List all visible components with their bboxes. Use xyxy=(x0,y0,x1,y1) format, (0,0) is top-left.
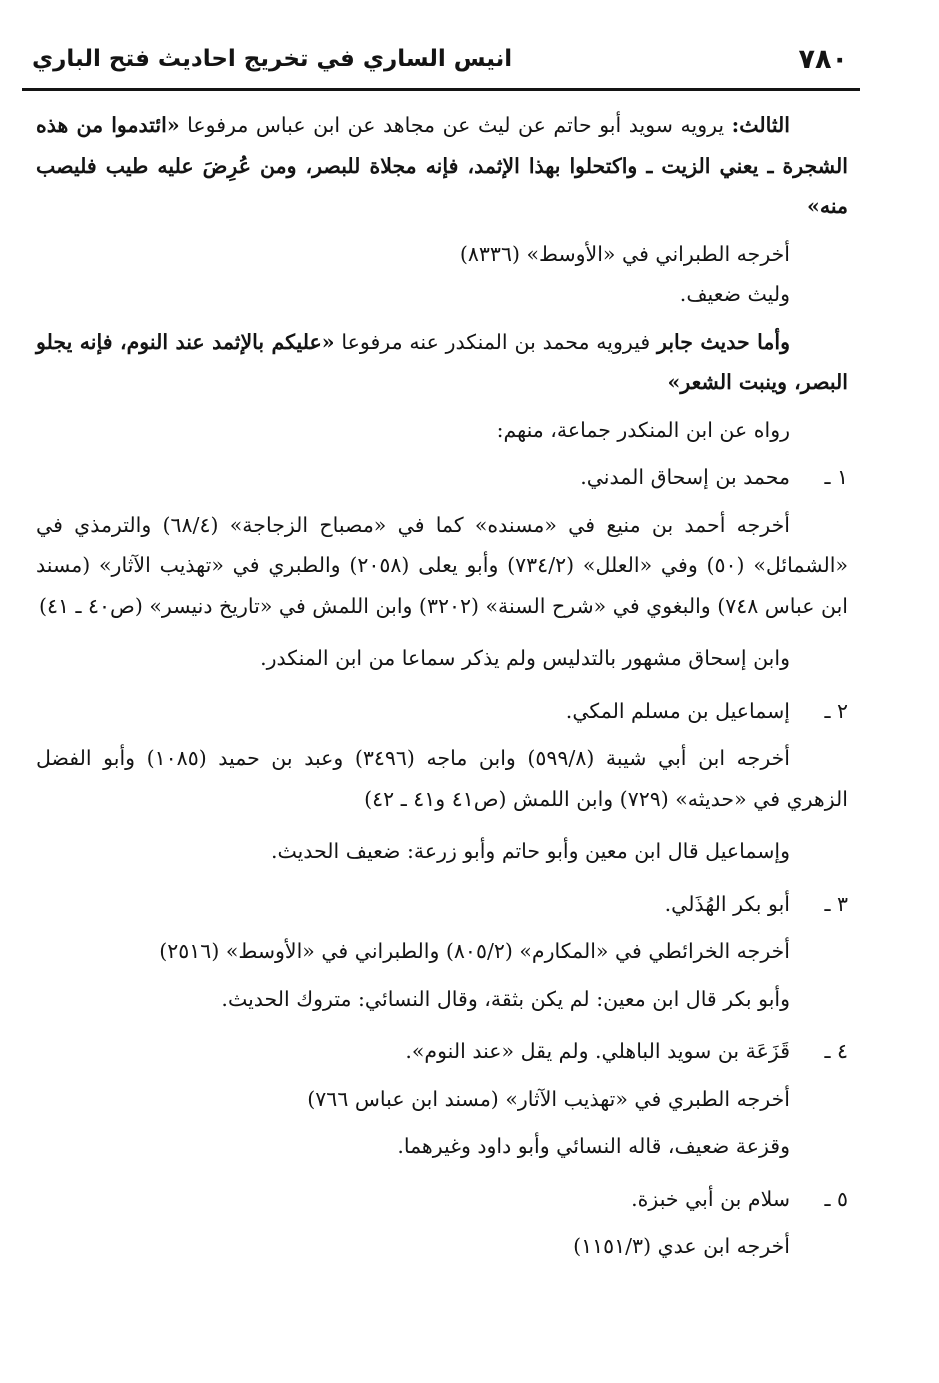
narrator-name: قَزَعَة بن سويد الباهلي. ولم يقل «عند النوم». xyxy=(405,1039,790,1063)
page-number: ٧٨٠ xyxy=(798,44,848,75)
narrator-name: سلام بن أبي خبزة. xyxy=(631,1186,790,1211)
grading-line: وإسماعيل قال ابن معين وأبو حاتم وأبو زرعة: ضعيف الحديث. xyxy=(270,839,790,863)
list-item xyxy=(36,884,848,925)
section-label: وأما حديث جابر xyxy=(657,329,790,354)
page-body xyxy=(36,105,848,1267)
section-label: الثالث: xyxy=(731,113,790,137)
running-header xyxy=(22,30,860,91)
grading-line: وليث ضعيف. xyxy=(679,282,790,306)
grading-line: وأبو بكر قال ابن معين: لم يكن بثقة، وقال النسائي: متروك الحديث. xyxy=(221,986,790,1011)
takhrij-paragraph: أخرجه الطبري في «تهذيب الآثار» (مسند ابن عباس ٧٦٦) xyxy=(307,1086,790,1111)
item-number: ٣ ـ xyxy=(824,891,848,916)
item-number: ١ ـ xyxy=(824,465,848,489)
narrator-name: محمد بن إسحاق المدني. xyxy=(580,465,790,489)
grading-line: وقزعة ضعيف، قاله النسائي وأبو داود وغيرهما. xyxy=(397,1134,790,1158)
takhrij-paragraph: أخرجه الخرائطي في «المكارم» (٨٠٥/٢) والطبراني في «الأوسط» (٢٥١٦) xyxy=(159,939,790,963)
paragraph-jabir-hadith: وأما حديث جابر فيرويه محمد بن المنكدر عنه مرفوعا «عليكم بالإثمد عند النوم، فإنه يجلو البصر، وينبت الشعر» xyxy=(36,329,848,394)
narrators-intro: رواه عن ابن المنكدر جماعة، منهم: xyxy=(496,417,790,442)
item-number: ٢ ـ xyxy=(824,698,848,723)
list-item xyxy=(36,1179,848,1220)
takhrij-paragraph: أخرجه أحمد بن منيع في «مسنده» كما في «مصباح الزجاجة» (٦٨/٤) والترمذي في «الشمائل» (٥٠) وفي «العلل» (٧٣٤/٢) وأبو يعلى (٢٠٥٨) والطبري في «تهذيب الآثار» (مسند ابن عباس ٧٤٨) والبغوي في «شرح السنة» (٣٢٠٢) وابن اللمش في «تاريخ دنيسر» (ص٤٠ ـ ٤١) xyxy=(36,512,848,618)
list-item xyxy=(36,1031,848,1072)
book-title: انيس الساري في تخريج احاديث فتح الباري xyxy=(32,46,513,72)
narrator-name: أبو بكر الهُذَلي. xyxy=(664,891,790,916)
grading-line: وابن إسحاق مشهور بالتدليس ولم يذكر سماعا من ابن المنكدر. xyxy=(260,646,790,670)
takhrij-paragraph: أخرجه ابن عدي (١١٥١/٣) xyxy=(573,1234,790,1258)
hadith-text: «عليكم بالإثمد عند النوم، فإنه يجلو البصر، وينبت الشعر» xyxy=(36,329,848,394)
list-item xyxy=(36,457,848,498)
narrator-name: إسماعيل بن مسلم المكي. xyxy=(565,698,790,723)
hadith-text: «ائتدموا من هذه الشجرة ـ يعني الزيت ـ واكتحلوا بهذا الإثمد، فإنه مجلاة للبصر، ومن عُرِضَ عليه طيب فليصب منه» xyxy=(36,113,848,218)
takhrij-line: أخرجه الطبراني في «الأوسط» (٨٣٣٦) xyxy=(459,241,790,266)
item-number: ٥ ـ xyxy=(824,1186,848,1211)
takhrij-paragraph: أخرجه ابن أبي شيبة (٥٩٩/٨) وابن ماجه (٣٤٩٦) وعبد بن حميد (١٠٨٥) وأبو الفضل الزهري في «حديثه» (٧٢٩) وابن اللمش (ص٤١ و٤١ ـ ٤٢) xyxy=(36,746,848,811)
item-number: ٤ ـ xyxy=(824,1039,848,1063)
list-item xyxy=(36,691,848,732)
paragraph-third-narration: الثالث: يرويه سويد أبو حاتم عن ليث عن مجاهد عن ابن عباس مرفوعا «ائتدموا من هذه الشجرة ـ يعني الزيت ـ واكتحلوا بهذا الإثمد، فإنه مجلاة للبصر، ومن عُرِضَ عليه طيب فليصب منه» xyxy=(36,113,848,218)
